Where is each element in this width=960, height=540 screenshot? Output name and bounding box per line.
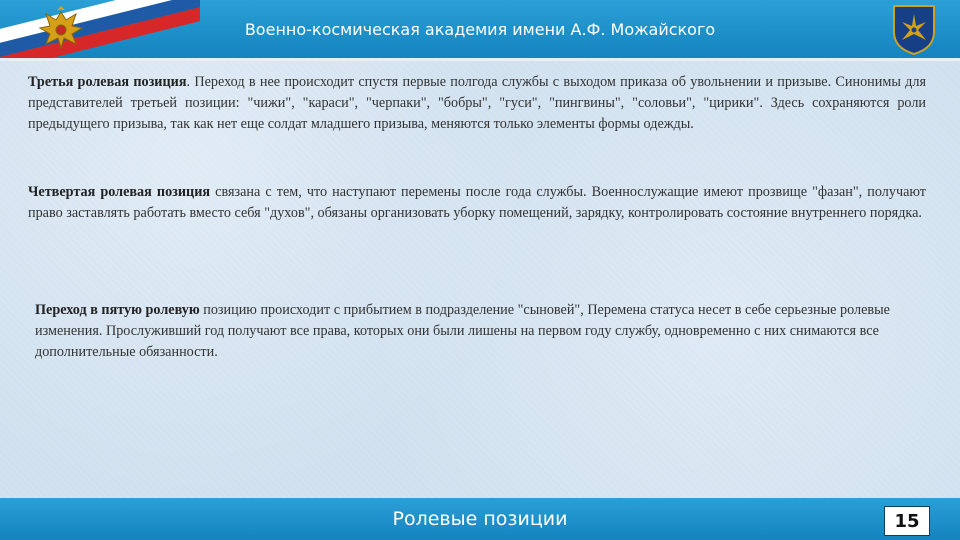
paragraph-text: . Переход в нее происходит спустя первые полгода службы с выходом приказа об увольнении и призыве. Синонимы для представителей третьей позиции: "чижи", "караси", "черпаки", "бобры", "гуси", "пингвины", "соловьи", "цирики". Здесь сохраняются роли предыдущего призыва, так как нет еще солдат младшего призыва, меняются только элементы формы одежды.: [28, 74, 926, 132]
page-title: Военно-космическая академия имени А.Ф. Можайского: [244, 19, 716, 39]
paragraph-lead: Третья ролевая позиция: [28, 74, 187, 90]
header-bar: [0, 0, 960, 61]
space-forces-shield-icon: [890, 2, 938, 56]
double-headed-eagle-emblem-icon: [36, 4, 86, 54]
paragraph-third-role-position: [28, 72, 926, 135]
paragraph-fourth-role-position: [28, 182, 926, 224]
footer-bar: [0, 498, 960, 540]
footer-title: Ролевые позиции: [392, 508, 568, 530]
paragraph-text: связана с тем, что наступают перемены после года службы. Военнослужащие имеют прозвище "фазан", получают право заставлять работать вместо себя "духов", обязаны организовать уборку помещений, зарядку, контролировать состояние внутреннего порядка.: [28, 184, 927, 221]
paragraph-lead: Переход в пятую ролевую: [35, 302, 200, 318]
paragraph-lead: Четвертая ролевая позиция: [28, 184, 211, 200]
paragraph-fifth-role-position: [35, 300, 926, 363]
page-number: 15: [884, 506, 930, 536]
paragraph-text: позицию происходит с прибытием в подразделение "сыновей", Перемена статуса несет в себе серьезные ролевые изменения. Прослуживший год получают все права, которых они были лишены на первом году службу, одновременно с них снимаются все дополнительные обязанности.: [35, 302, 890, 360]
